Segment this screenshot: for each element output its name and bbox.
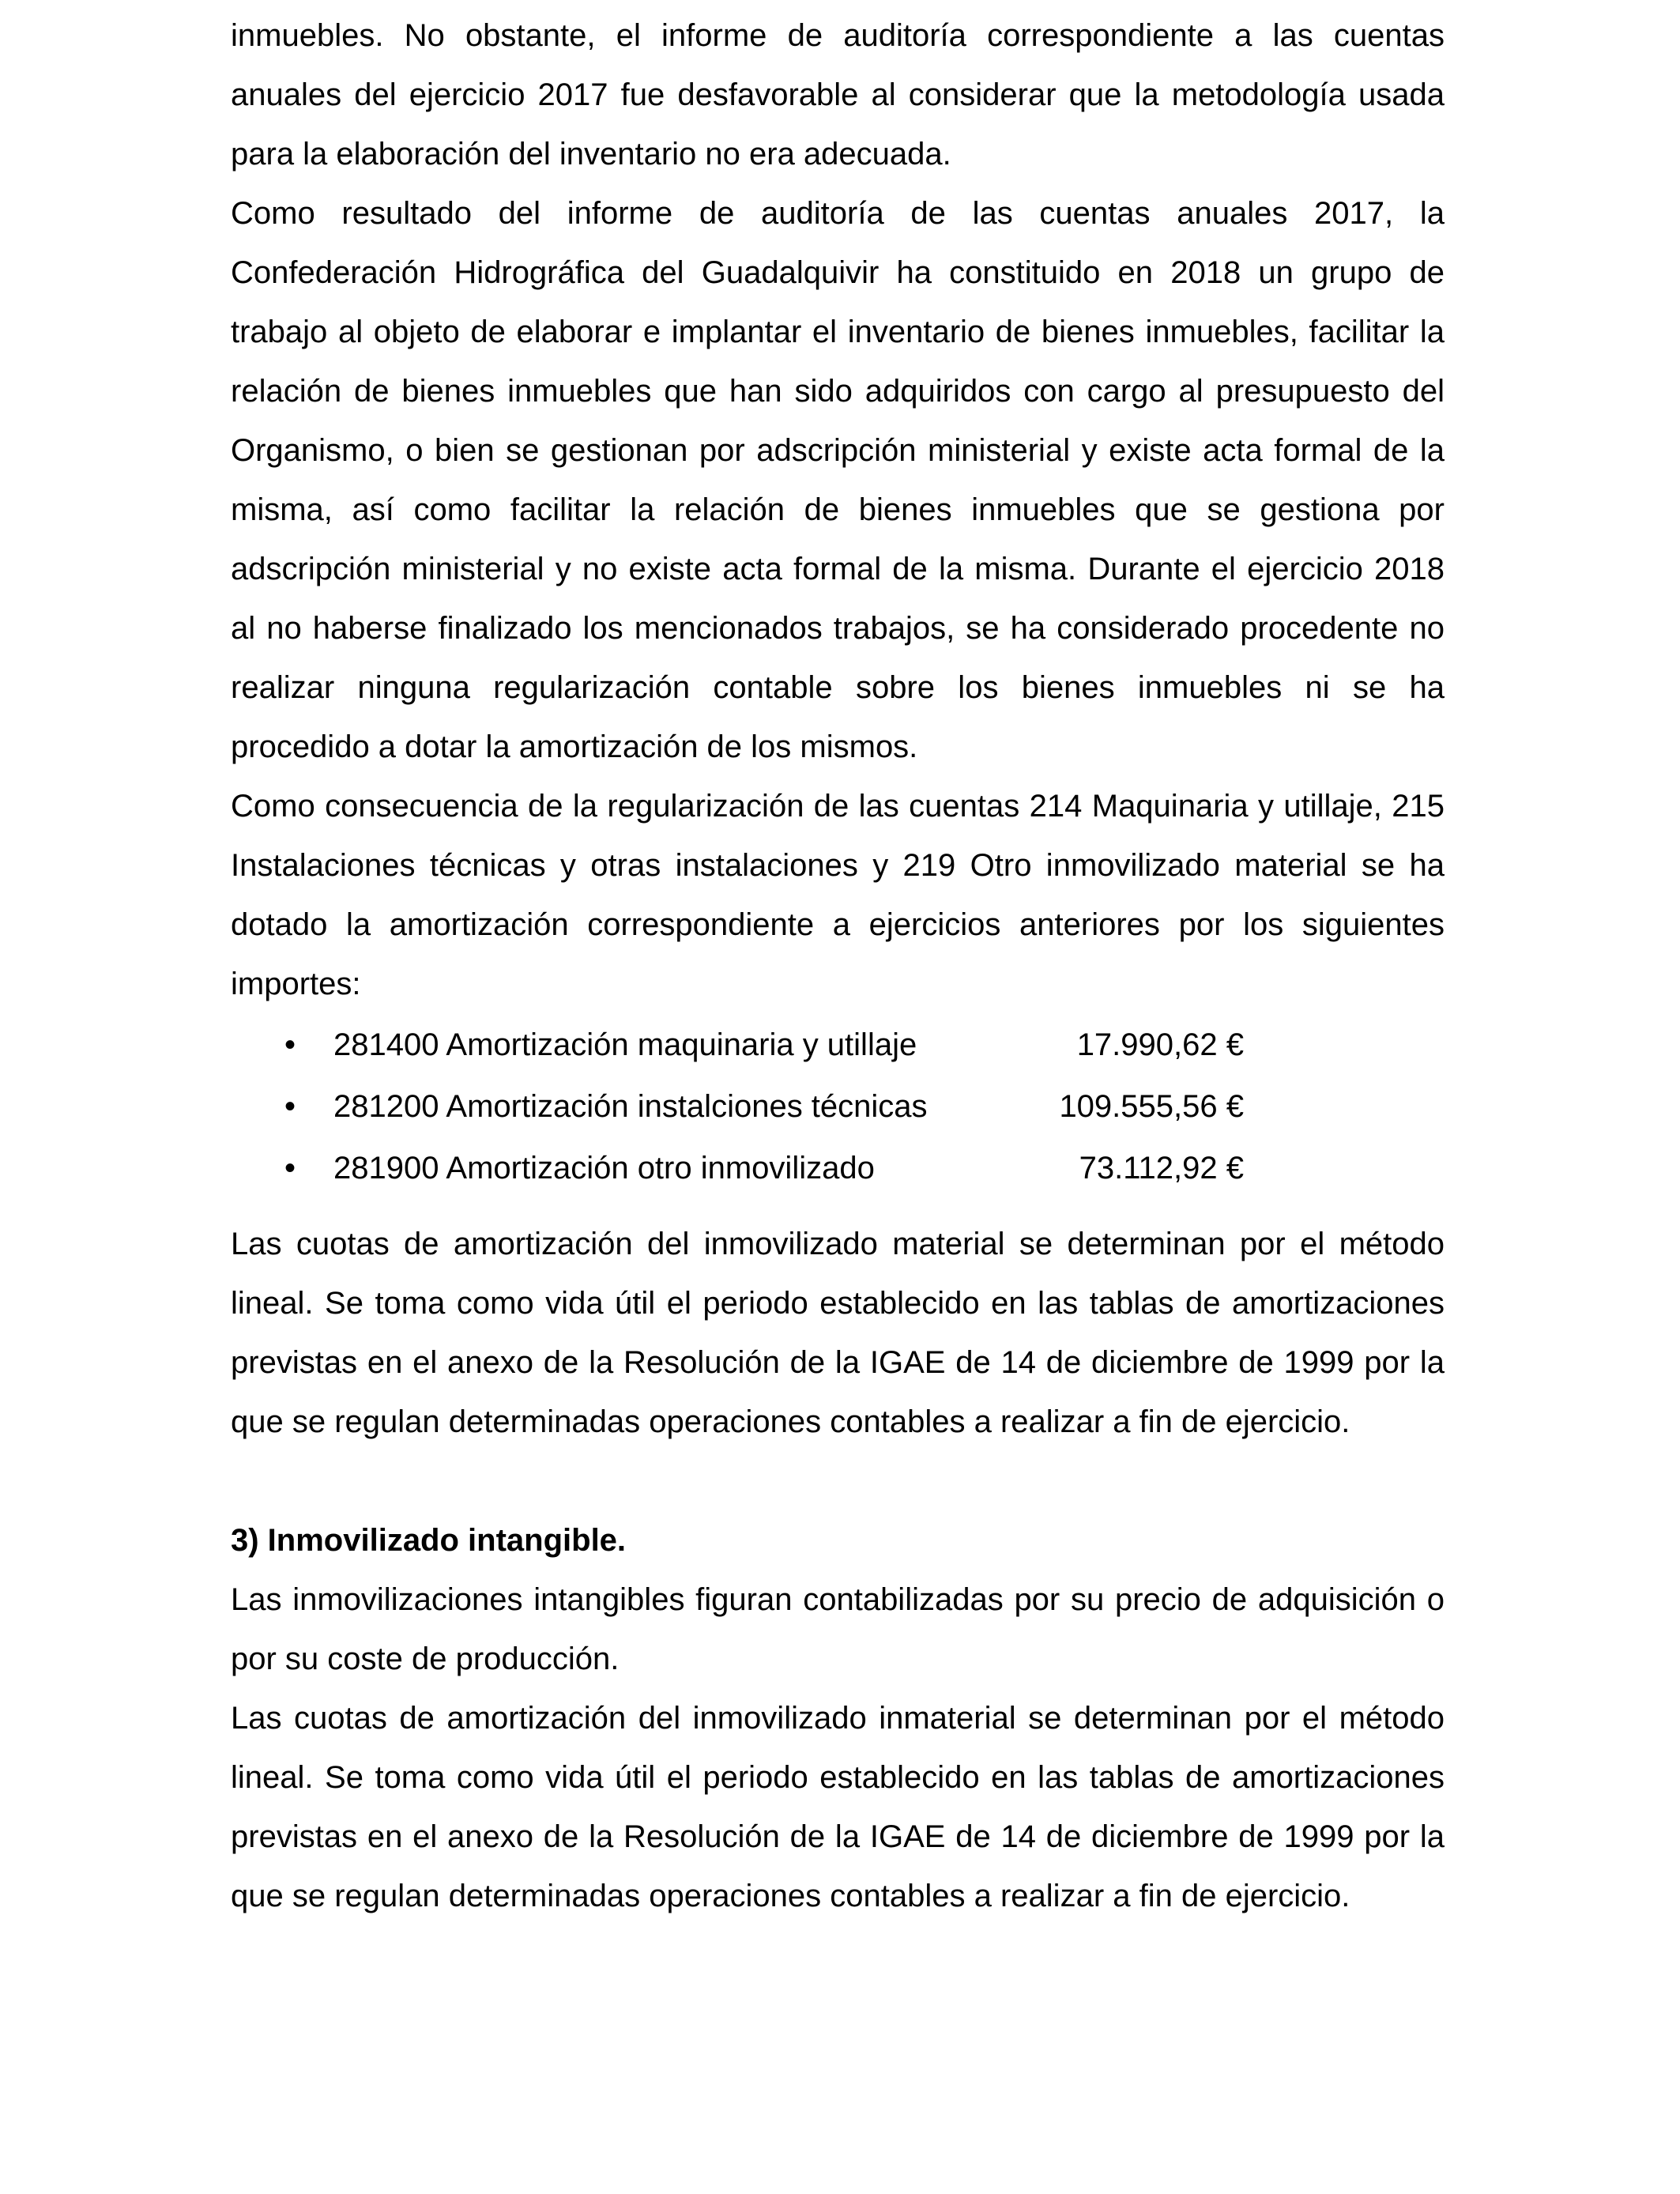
list-item (231, 1076, 1445, 1137)
amortization-amount: 17.990,62 € (1076, 1027, 1244, 1062)
spacer (231, 1199, 1445, 1215)
bullet-icon: • (284, 1027, 296, 1062)
bullet-icon: • (284, 1151, 296, 1186)
amortization-amount: 73.112,92 € (1079, 1151, 1244, 1186)
paragraph-inventory-audit: inmuebles. No obstante, el informe de auditoría correspondiente a las cuentas anuales del ejercicio 2017 fue desfavorable al considerar que la metodología usada para la elaboración del inventario no era adecuada. (231, 18, 1445, 172)
section-heading: 3) Inmovilizado intangible. (231, 1523, 627, 1558)
amortization-list (231, 1014, 1445, 1199)
paragraph-intangible-valuation: Las inmovilizaciones intangibles figuran contabilizadas por su precio de adquisición o por su coste de producción. (231, 1582, 1445, 1676)
amortization-label: 281200 Amortización instalciones técnicas (333, 1089, 928, 1124)
amortization-label: 281900 Amortización otro inmovilizado (333, 1151, 875, 1186)
amortization-amount: 109.555,56 € (1059, 1089, 1244, 1124)
amortization-label: 281400 Amortización maquinaria y utillaje (333, 1027, 917, 1062)
paragraph-regularization: Como consecuencia de la regularización de las cuentas 214 Maquinaria y utillaje, 215 Instalaciones técnicas y otras instalaciones y 219 Otro inmovilizado material se ha dotado la amortización correspondiente a ejercicios anteriores por los siguientes importes: (231, 789, 1445, 1001)
spacer (231, 1452, 1445, 1511)
document-page (231, 6, 1445, 1926)
list-item (231, 1014, 1445, 1076)
paragraph-working-group: Como resultado del informe de auditoría de las cuentas anuales 2017, la Confederación Hidrográfica del Guadalquivir ha constituido en 2018 un grupo de trabajo al objeto de elaborar e implantar el inventario de bienes inmuebles, facilitar la relación de bienes inmuebles que han sido adquiridos con cargo al presupuesto del Organismo, o bien se gestionan por adscripción ministerial y existe acta formal de la misma, así como facilitar la relación de bienes inmuebles que se gestiona por adscripción ministerial y no existe acta formal de la misma. Durante el ejercicio 2018 al no haberse finalizado los mencionados trabajos, se ha considerado procedente no realizar ninguna regularización contable sobre los bienes inmuebles ni se ha procedido a dotar la amortización de los mismos. (231, 196, 1445, 764)
list-item (231, 1137, 1445, 1199)
bullet-icon: • (284, 1089, 296, 1124)
paragraph-intangible-amortization: Las cuotas de amortización del inmovilizado inmaterial se determinan por el método lineal. Se toma como vida útil el periodo establecido en las tablas de amortizaciones previstas en el anexo de la Resolución de la IGAE de 14 de diciembre de 1999 por la que se regulan determinadas operaciones contables a realizar a fin de ejercicio. (231, 1701, 1445, 1913)
paragraph-material-amortization: Las cuotas de amortización del inmovilizado material se determinan por el método lineal. Se toma como vida útil el periodo establecido en las tablas de amortizaciones previstas en el anexo de la Resolución de la IGAE de 14 de diciembre de 1999 por la que se regulan determinadas operaciones contables a realizar a fin de ejercicio. (231, 1227, 1445, 1439)
